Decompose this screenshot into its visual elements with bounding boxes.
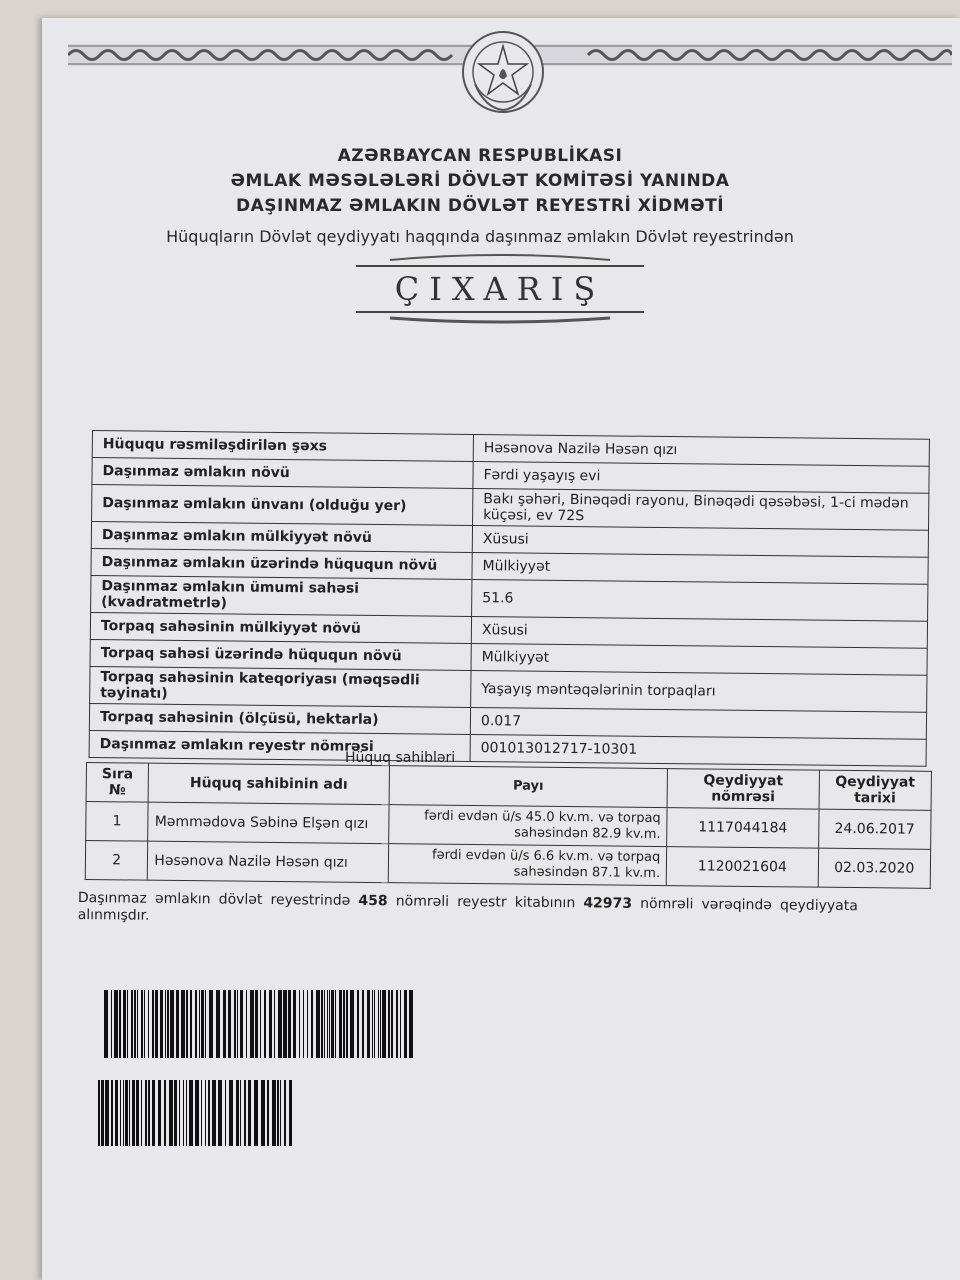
barcode-bar — [152, 990, 154, 1058]
barcode-bar — [391, 990, 393, 1058]
barcode-bar — [234, 990, 236, 1058]
barcode-bar — [212, 1080, 216, 1146]
barcode-bar — [280, 1080, 281, 1146]
note-text: Daşınmaz əmlakın dövlət reyestrində — [77, 890, 359, 909]
row-value: Bakı şəhəri, Binəqədi rayonu, Binəqədi qəsəbəsi, 1-ci mədən küçəsi, ev 72S — [473, 488, 929, 530]
barcode-bar — [307, 990, 308, 1058]
row-label: Daşınmaz əmlakın mülkiyyət növü — [91, 522, 472, 553]
barcode-bar — [346, 990, 348, 1058]
barcode-bar — [400, 990, 401, 1058]
barcode-bar — [228, 990, 231, 1058]
barcode-bar — [170, 990, 174, 1058]
barcode-bar — [115, 1080, 118, 1146]
row-value: Xüsusi — [472, 525, 928, 557]
document-title: ÇIXARIŞ — [394, 270, 606, 308]
barcode-bar — [260, 990, 261, 1058]
row-value: Fərdi yaşayış evi — [473, 461, 929, 493]
owner-num: 2 — [85, 841, 148, 881]
owner-reg-no: 1117044184 — [667, 808, 819, 849]
col-header-reg-no: Qeydiyyat nömrəsi — [667, 769, 819, 810]
col-header-reg-date: Qeydiyyat tarixi — [819, 770, 932, 810]
barcode-bar — [343, 990, 345, 1058]
barcode-bar — [201, 990, 204, 1058]
barcode-bar — [169, 1080, 173, 1146]
barcode-bar — [165, 990, 166, 1058]
barcode-bar — [137, 990, 138, 1058]
barcode-bar — [223, 990, 226, 1058]
owner-name: Məmmədova Səbinə Elşən qızı — [148, 802, 389, 844]
row-value: 0.017 — [470, 707, 926, 739]
barcode-bar — [174, 1080, 177, 1146]
barcode-bar — [372, 990, 373, 1058]
barcode-bar — [158, 1080, 161, 1146]
barcode-bar — [274, 990, 275, 1058]
barcode-bar — [148, 1080, 150, 1146]
barcode-bar — [367, 990, 370, 1058]
barcode-bar — [167, 990, 169, 1058]
barcode-bar — [378, 990, 379, 1058]
barcode-bar — [98, 1080, 100, 1146]
row-label: Torpaq sahəsinin (ölçüsü, hektarla) — [89, 703, 470, 734]
barcode-bar — [225, 1080, 226, 1146]
barcode-bar — [396, 990, 398, 1058]
barcode-bar — [311, 990, 313, 1058]
barcode-bar — [145, 1080, 147, 1146]
barcode-bar — [176, 990, 179, 1058]
barcode-bar — [134, 990, 136, 1058]
barcode-bar — [250, 990, 254, 1058]
owner-reg-date: 24.06.2017 — [818, 809, 931, 849]
barcode-bar — [272, 1080, 276, 1146]
barcode-bar — [329, 990, 330, 1058]
barcode-bar — [190, 990, 192, 1058]
state-emblem-icon — [455, 24, 551, 120]
property-info-table — [89, 430, 930, 767]
barcode-bar — [111, 990, 112, 1058]
barcode-bar — [101, 1080, 104, 1146]
barcode-bar — [104, 990, 108, 1058]
owner-num: 1 — [86, 802, 149, 842]
row-label: Hüququ rəsmiləşdirilən şəxs — [92, 431, 473, 462]
header-line-1: AZƏRBAYCAN RESPUBLİKASI — [337, 146, 623, 166]
barcode-bar — [209, 990, 213, 1058]
barcode-bar — [246, 990, 247, 1058]
owner-share: fərdi evdən ü/s 6.6 kv.m. və torpaq sahəsindən 87.1 kv.m. — [388, 844, 667, 886]
barcode-bar — [127, 990, 128, 1058]
barcode-bar — [105, 1080, 109, 1146]
barcode-bar — [195, 1080, 199, 1146]
owner-reg-no: 1120021604 — [667, 847, 819, 888]
barcode-bar — [327, 990, 328, 1058]
barcode-bar — [362, 990, 364, 1058]
barcode-bar — [181, 990, 185, 1058]
barcode-bar — [141, 1080, 142, 1146]
row-value: 51.6 — [472, 579, 928, 621]
row-label: Torpaq sahəsinin kateqoriyası (məqsədli təyinatı) — [90, 666, 471, 707]
header-line-2: ƏMLAK MƏSƏLƏLƏRİ DÖVLƏT KOMİTƏSİ YANINDA — [230, 171, 730, 191]
barcode-bar — [208, 1080, 210, 1146]
barcode-bar — [339, 990, 342, 1058]
barcode-bar — [123, 1080, 124, 1146]
barcode-bar — [120, 1080, 121, 1146]
barcode-bar — [237, 990, 238, 1058]
barcode-bar — [160, 990, 163, 1058]
barcode-bar — [321, 990, 323, 1058]
owners-table — [85, 762, 932, 889]
row-label: Torpaq sahəsi üzərində hüququn növü — [90, 639, 471, 670]
barcode-bar — [303, 990, 304, 1058]
barcode-bar — [255, 990, 258, 1058]
barcode-bar — [277, 1080, 279, 1146]
barcode-bar — [382, 990, 386, 1058]
row-label: Daşınmaz əmlakın növü — [92, 458, 473, 489]
barcode-bar — [164, 1080, 166, 1146]
barcode-bar — [129, 1080, 130, 1146]
row-value: Mülkiyyət — [472, 552, 928, 584]
barcode-bar — [183, 1080, 184, 1146]
row-label: Torpaq sahəsinin mülkiyyət növü — [90, 612, 471, 643]
barcode-bar — [179, 1080, 180, 1146]
barcode-bar — [132, 1080, 135, 1146]
barcode-bar — [114, 990, 118, 1058]
col-header-num: Sıra № — [86, 763, 149, 803]
barcode-bar — [123, 990, 126, 1058]
owner-reg-date: 02.03.2020 — [818, 848, 931, 888]
note-text: nömrəli vərəqində qeydiyyata alınmışdır. — [77, 895, 858, 924]
barcode-bar — [374, 990, 375, 1058]
barcode-bar — [201, 1080, 202, 1146]
owner-name: Həsənova Nazilə Həsən qızı — [148, 841, 389, 883]
barcode-bar — [357, 990, 359, 1058]
barcode-bar — [350, 990, 354, 1058]
barcode-bar — [218, 1080, 222, 1146]
barcode-bar — [186, 990, 188, 1058]
barcode-bar — [284, 1080, 286, 1146]
barcode-bar — [293, 990, 296, 1058]
row-label: Daşınmaz əmlakın ümumi sahəsi (kvadratmetrlə) — [91, 575, 472, 616]
document-subtitle: Hüquqların Dövlət qeydiyyatı haqqında daşınmaz əmlakın Dövlət reyestrindən — [166, 227, 794, 246]
barcode-bar — [229, 1080, 233, 1146]
register-book-number: 458 — [358, 892, 388, 910]
barcode-bar — [195, 990, 197, 1058]
barcode-bar — [283, 990, 287, 1058]
barcode-bar — [316, 990, 320, 1058]
barcode-bar — [335, 990, 336, 1058]
barcode-bar — [240, 990, 243, 1058]
barcode-bar — [264, 990, 266, 1058]
barcode-bar — [148, 990, 149, 1058]
barcode-bar — [199, 990, 200, 1058]
barcode-bar — [144, 990, 145, 1058]
barcode-bar — [136, 1080, 139, 1146]
col-header-share: Payı — [389, 766, 668, 808]
row-value: Xüsusi — [471, 616, 927, 648]
barcode-bar — [205, 1080, 206, 1146]
barcode-bar — [240, 1080, 241, 1146]
barcode-bar — [404, 990, 407, 1058]
barcode-bar — [380, 990, 381, 1058]
barcode-bar — [216, 990, 220, 1058]
barcode-bar — [288, 990, 291, 1058]
register-sheet-number: 42973 — [583, 895, 633, 912]
barcode-bar — [388, 990, 390, 1058]
owners-section-title: Hüquq sahibləri — [345, 750, 456, 766]
barcode-bar — [155, 990, 158, 1058]
barcode-bar — [141, 990, 143, 1058]
note-text: nömrəli reyestr kitabının — [387, 893, 584, 912]
barcode-bar — [125, 1080, 128, 1146]
row-value: Yaşayış məntəqələrinin torpaqları — [471, 670, 927, 712]
barcode-bar — [254, 1080, 258, 1146]
barcode-bar — [331, 990, 334, 1058]
barcode-bar — [261, 1080, 265, 1146]
barcode-bar — [248, 1080, 251, 1146]
barcode-bar — [131, 990, 133, 1058]
row-label: Daşınmaz əmlakın ünvanı (olduğu yer) — [92, 485, 473, 526]
barcode-bar — [119, 990, 121, 1058]
barcode-image — [98, 1080, 294, 1146]
row-value: Mülkiyyət — [471, 643, 927, 675]
owner-share: fərdi evdən ü/s 45.0 kv.m. və torpaq sahəsindən 82.9 kv.m. — [388, 805, 667, 847]
barcode-bar — [236, 1080, 239, 1146]
barcode-bar — [205, 990, 206, 1058]
barcode-bar — [289, 1080, 292, 1146]
barcode-bar — [152, 1080, 155, 1146]
barcode-bar — [189, 1080, 193, 1146]
row-value: 001013012717-10301 — [470, 734, 926, 766]
barcode-bar — [186, 1080, 187, 1146]
row-value: Həsənova Nazilə Həsən qızı — [473, 434, 929, 466]
col-header-name: Hüquq sahibinin adı — [148, 763, 389, 805]
barcode-bar — [299, 990, 300, 1058]
barcode-bar — [409, 990, 413, 1058]
header-line-3: DAŞINMAZ ƏMLAKIN DÖVLƏT REYESTRİ XİDMƏTİ — [235, 196, 725, 216]
barcode-bar — [278, 990, 282, 1058]
barcode-bar — [269, 990, 272, 1058]
row-label: Daşınmaz əmlakın üzərində hüququn növü — [91, 548, 472, 579]
table-row — [85, 841, 930, 889]
barcode-image — [104, 990, 414, 1058]
barcode-bar — [244, 1080, 246, 1146]
barcode-bar — [111, 1080, 113, 1146]
title-frame — [350, 252, 650, 324]
barcode-bar — [324, 990, 325, 1058]
row-label: Daşınmaz əmlakın reyestr nömrəsi — [89, 730, 470, 761]
barcode-bar — [267, 1080, 269, 1146]
